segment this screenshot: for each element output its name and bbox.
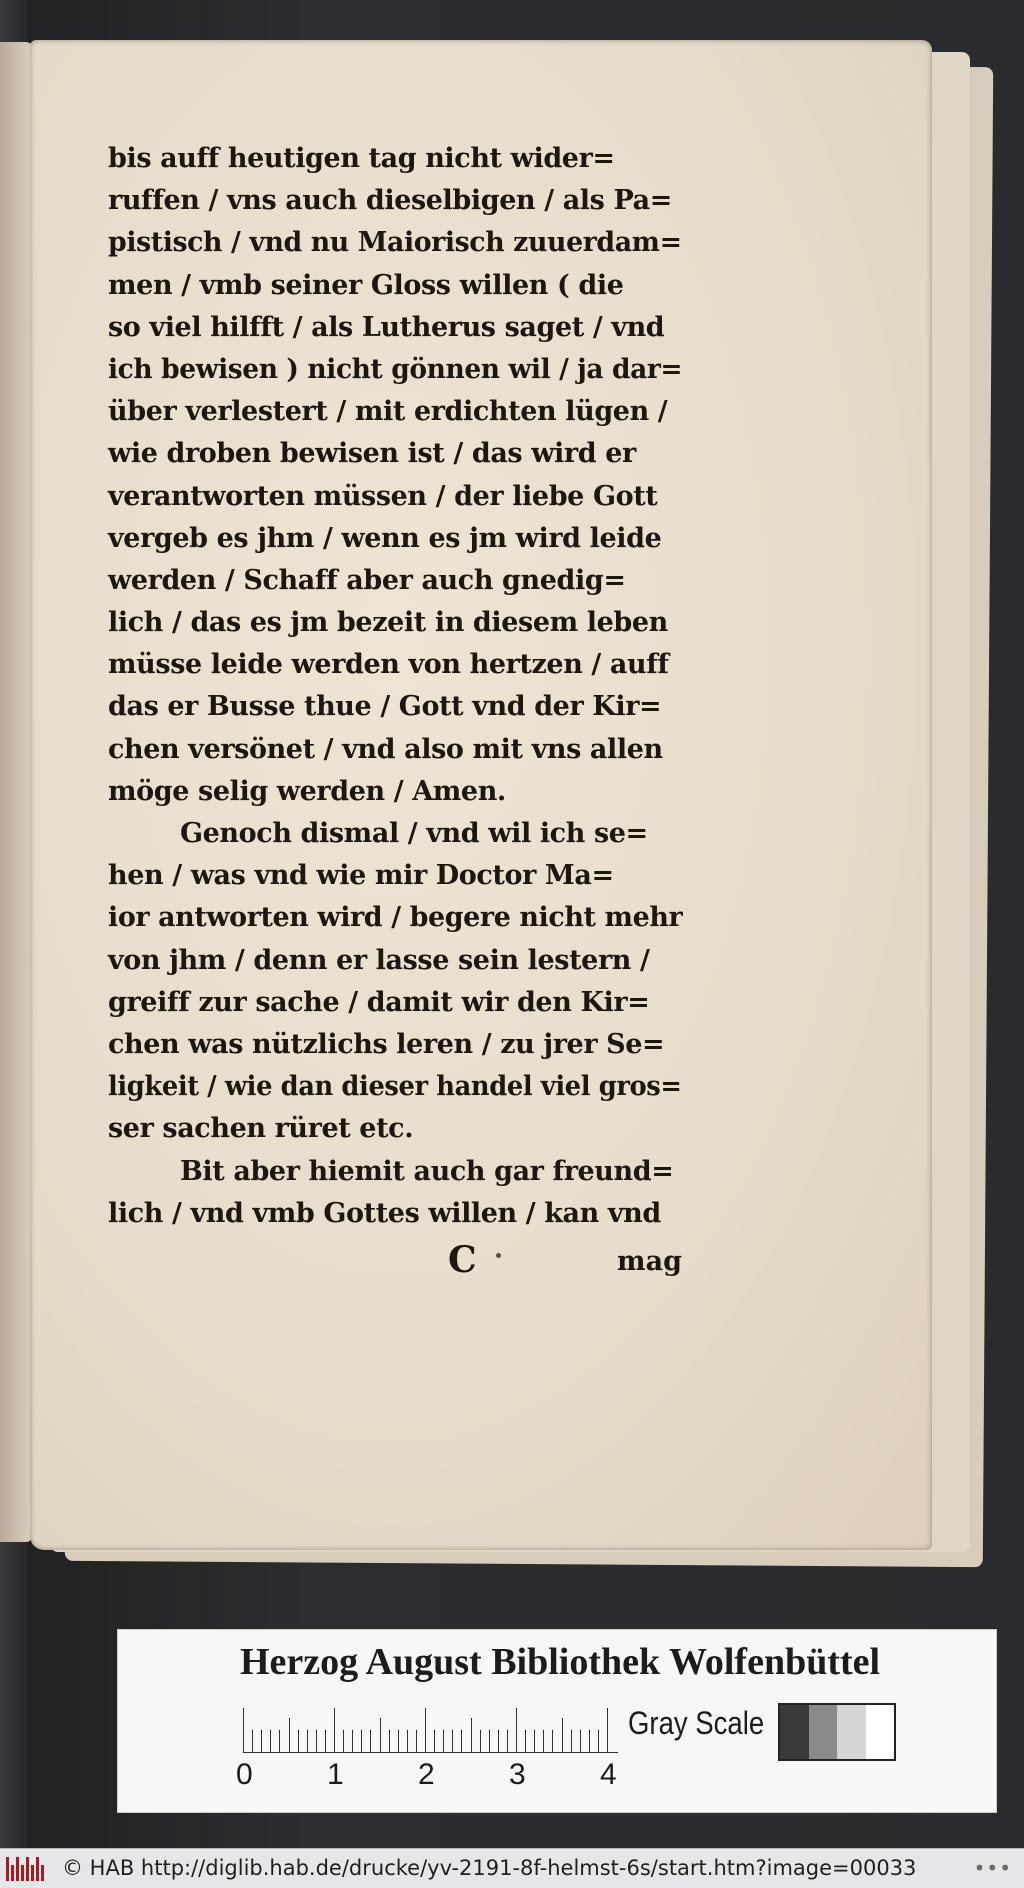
gray-swatch [809,1705,838,1759]
ruler-tick [298,1730,299,1752]
ruler-tick [343,1730,344,1752]
ruler-number: 2 [418,1758,435,1791]
text-line: möge selig werden / Amen. [108,775,506,807]
ruler-tick [334,1708,335,1752]
ruler-number: 3 [509,1758,526,1791]
ruler-tick [243,1708,244,1752]
ruler-number: 1 [327,1758,344,1791]
text-line: chen versönet / vnd also mit vns allen [108,733,663,765]
text-line: chen was nützlichs leren / zu jrer Se= [108,1028,665,1060]
gray-scale-label: Gray Scale [628,1705,765,1741]
ruler-tick [398,1730,399,1752]
ruler-tick [534,1730,535,1752]
left-page-edge [0,42,32,1542]
ruler-tick [443,1730,444,1752]
ruler-tick [261,1730,262,1752]
ruler-tick [598,1730,599,1752]
logo-bar [21,1865,24,1881]
text-line: greiff zur sache / damit wir den Kir= [108,986,650,1018]
ruler-tick [498,1730,499,1752]
ruler-number: 4 [600,1758,617,1791]
page-text [108,138,682,1283]
text-line: über verlestert / mit erdichten lügen / [108,396,668,428]
ruler-tick [516,1708,517,1752]
text-line: von jhm / denn er lasse sein lestern / [108,944,650,976]
text-line: hen / was vnd wie mir Doctor Ma= [108,860,614,892]
logo-bar [11,1865,14,1881]
footer-url[interactable]: © HAB http://diglib.hab.de/drucke/yv-2191-8f-helmst-6s/start.htm?image=00033 [62,1856,917,1880]
ruler-tick [452,1730,453,1752]
text-line: pistisch / vnd nu Maiorisch zuuerdam= [108,227,682,259]
text-line: wie droben bewisen ist / das wird er [108,438,636,470]
hab-logo-icon[interactable] [6,1857,46,1881]
ruler-tick [562,1718,563,1752]
logo-bar [36,1857,39,1881]
ruler-tick [325,1730,326,1752]
text-line: das er Busse thue / Gott vnd der Kir= [108,691,662,723]
ruler-tick [416,1730,417,1752]
text-line: men / vmb seiner Gloss willen ( die [108,269,624,301]
ruler-tick [316,1730,317,1752]
text-line: werden / Schaff aber auch gnedig= [108,564,626,596]
ruler-tick [361,1730,362,1752]
library-title: Herzog August Bibliothek Wolfenbüttel [240,1641,881,1683]
text-line: ruffen / vns auch dieselbigen / als Pa= [108,185,672,217]
ruler-tick [580,1730,581,1752]
ruler-tick [571,1730,572,1752]
ruler-numbers [236,1758,636,1798]
ruler-tick [352,1730,353,1752]
signature-mark: C [448,1238,477,1281]
ruler-tick [471,1718,472,1752]
ruler-number: 0 [236,1758,253,1791]
ruler-tick [552,1730,553,1752]
ruler-tick [279,1730,280,1752]
ruler-tick [252,1730,253,1752]
text-line: ligkeit / wie dan dieser handel viel gros= [108,1071,682,1103]
text-line: vergeb es jhm / wenn es jm wird leide [108,522,662,554]
ruler-tick [607,1708,608,1752]
text-line: bis auff heutigen tag nicht wider= [108,143,615,174]
more-icon[interactable]: ••• [973,1856,1012,1880]
ruler-tick [407,1730,408,1752]
paper-speck [496,1253,501,1258]
ruler-tick [270,1730,271,1752]
ruler-tick [380,1718,381,1752]
ruler-tick [543,1730,544,1752]
gray-swatch [866,1705,895,1759]
logo-bar [16,1857,19,1881]
ruler-tick [289,1718,290,1752]
gray-scale-swatches [778,1703,896,1761]
ruler-tick [507,1730,508,1752]
ruler-tick [589,1730,590,1752]
text-line: Genoch dismal / vnd wil ich se= [180,818,648,849]
ruler-tick [434,1730,435,1752]
gray-swatch [837,1705,866,1759]
logo-bar [6,1857,9,1881]
text-line: so viel hilfft / als Lutherus saget / vnd [108,311,665,343]
ruler-tick [461,1730,462,1752]
text-line: lich / das es jm bezeit in diesem leben [108,607,668,639]
scale-ruler [243,1708,618,1753]
ruler-tick [425,1708,426,1752]
ruler-tick [307,1730,308,1752]
gray-swatch [780,1705,809,1759]
ruler-tick [489,1730,490,1752]
ruler-tick [525,1730,526,1752]
logo-bar [41,1865,44,1881]
ruler-tick [370,1730,371,1752]
page-footer-marks [108,1237,682,1283]
text-line: ich bewisen ) nicht gönnen wil / ja dar= [108,353,683,385]
footer-bar [0,1848,1024,1888]
text-line: ior antworten wird / begere nicht mehr [108,902,683,934]
text-line: müsse leide werden von hertzen / auff [108,649,669,681]
text-line: Bit aber hiemit auch gar freund= [180,1155,674,1187]
logo-bar [26,1857,29,1881]
text-line: lich / vnd vmb Gottes willen / kan vnd [108,1197,661,1229]
text-line: ser sachen rüret etc. [108,1113,414,1145]
color-card [117,1629,997,1813]
ruler-baseline [243,1752,618,1753]
text-line: verantworten müssen / der liebe Gott [108,480,658,512]
ruler-tick [480,1730,481,1752]
logo-bar [31,1865,34,1881]
catchword: mag [617,1245,682,1277]
ruler-tick [389,1730,390,1752]
